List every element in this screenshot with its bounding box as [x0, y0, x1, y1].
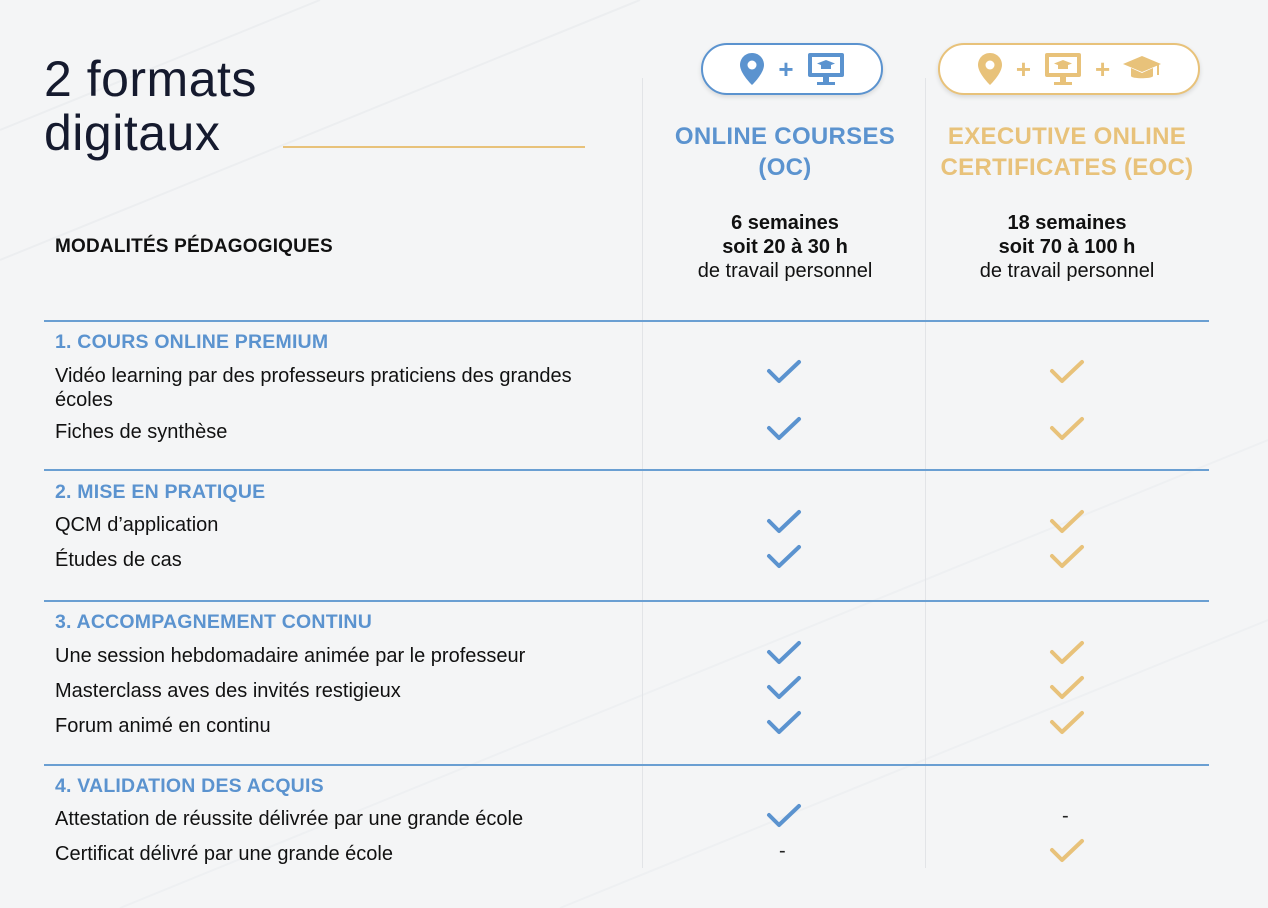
- section-divider: [44, 320, 1209, 322]
- modalites-label: MODALITÉS PÉDAGOGIQUES: [55, 236, 333, 257]
- check-icon: [1049, 640, 1085, 666]
- title-line-1: 2 formats: [44, 51, 257, 107]
- location-pin-icon: [738, 52, 766, 86]
- column-separator-oc-left: [642, 78, 643, 868]
- row-label: Études de cas: [55, 549, 182, 571]
- check-icon: [1049, 544, 1085, 570]
- check-icon: [1049, 710, 1085, 736]
- row-label: Une session hebdomadaire animée par le professeur: [55, 645, 526, 667]
- oc-duration: 6 semaines soit 20 à 30 h de travail personnel: [697, 212, 873, 282]
- row-label: Certificat délivré par une grande école: [55, 843, 393, 865]
- section-title: 4. VALIDATION DES ACQUIS: [55, 775, 324, 797]
- check-icon: [766, 710, 802, 736]
- not-included-dash: -: [1062, 805, 1069, 827]
- graduation-cap-icon: [1122, 54, 1162, 84]
- row-label: QCM d’application: [55, 514, 219, 536]
- row-label: Attestation de réussite délivrée par une grande école: [55, 808, 524, 830]
- plus-sign: +: [1095, 54, 1111, 84]
- check-icon: [766, 416, 802, 442]
- page-title: [44, 52, 257, 160]
- section-title: 2. MISE EN PRATIQUE: [55, 481, 266, 503]
- check-icon: [766, 803, 802, 829]
- row-label: Vidéo learning par des professeurs praticiens des grandes écoles: [55, 365, 572, 411]
- plus-sign: +: [1015, 54, 1031, 84]
- section-title: 1. COURS ONLINE PREMIUM: [55, 331, 329, 353]
- section-divider: [44, 764, 1209, 766]
- check-icon: [766, 675, 802, 701]
- online-screen-icon: [1043, 51, 1083, 87]
- check-icon: [1049, 416, 1085, 442]
- oc-format-pill: [701, 43, 883, 95]
- section-title: 3. ACCOMPAGNEMENT CONTINU: [55, 611, 372, 633]
- eoc-duration: 18 semaines soit 70 à 100 h de travail personnel: [979, 212, 1155, 282]
- check-icon: [1049, 359, 1085, 385]
- eoc-format-name: EXECUTIVE ONLINE CERTIFICATES (EOC): [940, 123, 1194, 181]
- check-icon: [1049, 509, 1085, 535]
- check-icon: [1049, 838, 1085, 864]
- eoc-format-pill: [938, 43, 1200, 95]
- check-icon: [1049, 675, 1085, 701]
- title-underline: [283, 146, 585, 148]
- section-divider: [44, 600, 1209, 602]
- online-screen-icon: [806, 51, 846, 87]
- row-label: Forum animé en continu: [55, 715, 271, 737]
- plus-sign: +: [778, 54, 794, 84]
- not-included-dash: -: [779, 840, 786, 862]
- row-label: Masterclass aves des invités restigieux: [55, 680, 401, 702]
- check-icon: [766, 509, 802, 535]
- location-pin-icon: [976, 52, 1004, 86]
- check-icon: [766, 544, 802, 570]
- check-icon: [766, 640, 802, 666]
- oc-format-name: ONLINE COURSES (OC): [674, 123, 896, 181]
- row-label: Fiches de synthèse: [55, 421, 228, 443]
- title-line-2: digitaux: [44, 105, 221, 161]
- section-divider: [44, 469, 1209, 471]
- check-icon: [766, 359, 802, 385]
- column-separator-oc-eoc: [925, 78, 926, 868]
